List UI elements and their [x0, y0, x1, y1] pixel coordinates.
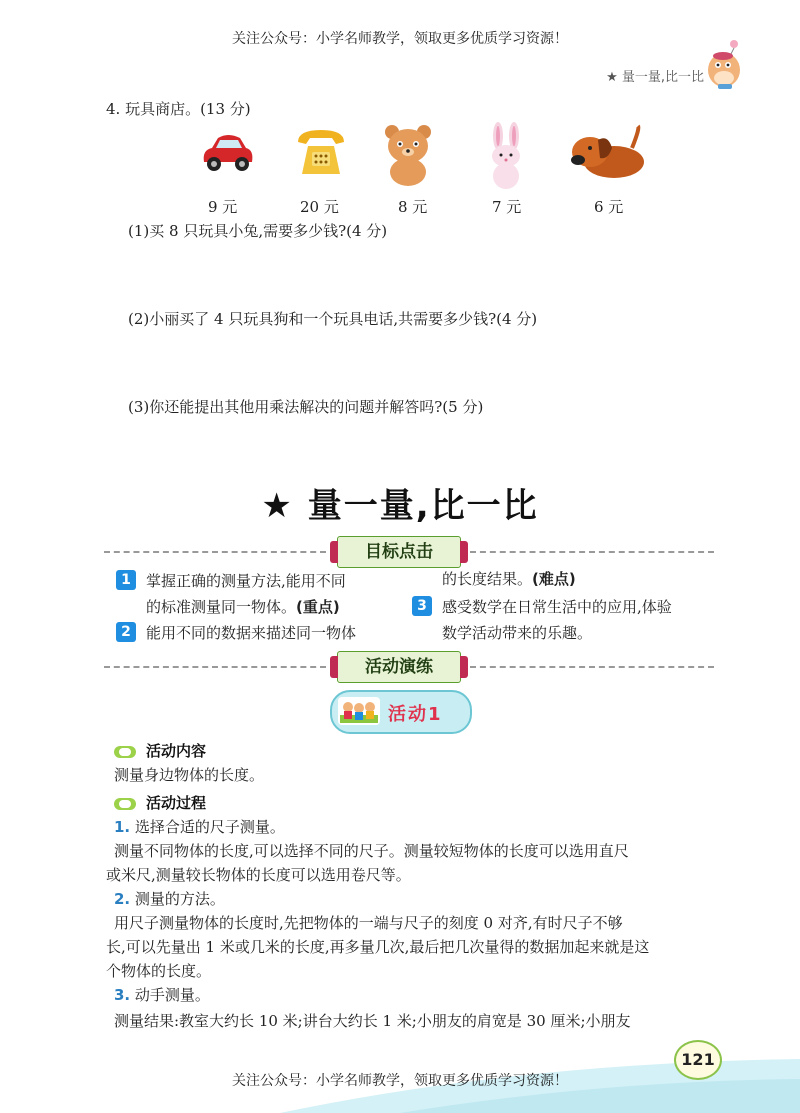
price-label: 7 元: [492, 198, 522, 216]
toy-rabbit-icon: [480, 122, 532, 190]
goals-tab: 目标点击: [337, 536, 461, 568]
bottom-banner: 关注公众号：小学名师教学，领取更多优质学习资源！: [232, 1073, 568, 1089]
price-label: 8 元: [398, 198, 428, 216]
goal-badge-2: 2: [116, 622, 136, 642]
kids-icon: [338, 697, 380, 725]
step-1-title: 选择合适的尺子测量。: [134, 818, 285, 836]
mascot-icon: [704, 38, 748, 90]
step-2-title: 测量的方法。: [134, 890, 225, 908]
toy-car-icon: [198, 122, 258, 184]
activity-content-head: 活动内容: [114, 740, 206, 761]
goal-1-line1: 掌握正确的测量方法,能用不同: [146, 572, 346, 590]
step-2-paragraph-line3: 个物体的长度。: [106, 962, 212, 980]
sub-question-2: (2)小丽买了 4 只玩具狗和一个玩具电话,共需要多少钱?(4 分): [128, 310, 538, 328]
running-head: ★ 量一量,比一比: [606, 70, 704, 85]
section-title: ★ 量一量,比一比: [261, 486, 539, 526]
practice-tab: 活动演练: [337, 651, 461, 683]
goal-badge-3: 3: [412, 596, 432, 616]
goal-2-line2: 的长度结果。: [442, 570, 533, 588]
step-2-paragraph-line2: 长,可以先量出 1 米或几米的长度,再多量几次,最后把几次量得的数据加起来就是这: [106, 938, 650, 956]
step-3-paragraph-line1: 测量结果:教室大约长 10 米;讲台大约长 1 米;小朋友的肩宽是 30 厘米;小朋友: [114, 1012, 631, 1030]
goal-2-line1: 能用不同的数据来描述同一物体: [146, 624, 357, 642]
goal-1-tag: (重点): [296, 598, 340, 616]
step-2-number: 2.: [114, 890, 131, 908]
step-1-paragraph-line2: 或米尺,测量较长物体的长度可以选用卷尺等。: [106, 866, 411, 884]
step-3-number: 3.: [114, 986, 131, 1004]
step-3-title: 动手测量。: [134, 986, 210, 1004]
goal-badge-1: 1: [116, 570, 136, 590]
goal-3-line1: 感受数学在日常生活中的应用,体验: [442, 598, 672, 616]
price-label: 9 元: [208, 198, 238, 216]
sub-question-1: (1)买 8 只玩具小兔,需要多少钱?(4 分): [128, 222, 388, 240]
goal-1-line2: 的标准测量同一物体。: [146, 598, 297, 616]
price-label: 20 元: [300, 198, 339, 216]
goal-3-line2: 数学活动带来的乐趣。: [442, 624, 593, 642]
page-number: 121: [674, 1040, 722, 1080]
activity-content-text: 测量身边物体的长度。: [114, 766, 265, 784]
divider: [104, 666, 326, 668]
goal-2-tag: (难点): [532, 570, 576, 588]
price-label: 6 元: [594, 198, 624, 216]
divider: [470, 551, 714, 553]
toy-bear-icon: [378, 122, 438, 188]
sub-question-3: (3)你还能提出其他用乘法解决的问题并解答吗?(5 分): [128, 398, 484, 416]
step-1-paragraph-line1: 测量不同物体的长度,可以选择不同的尺子。测量较短物体的长度可以选用直尺: [114, 842, 629, 860]
top-banner: 关注公众号：小学名师教学，领取更多优质学习资源！: [232, 31, 568, 47]
activity-1-label: 活动1: [388, 704, 443, 725]
divider: [104, 551, 326, 553]
activity-process-head: 活动过程: [114, 792, 206, 813]
question-4-title: 4. 玩具商店。(13 分): [106, 100, 251, 118]
step-2-paragraph-line1: 用尺子测量物体的长度时,先把物体的一端与尺子的刻度 0 对齐,有时尺子不够: [114, 914, 623, 932]
bullet-icon: [114, 798, 136, 810]
step-1-number: 1.: [114, 818, 131, 836]
divider: [470, 666, 714, 668]
toy-telephone-icon: [290, 122, 352, 184]
activity-1-badge: [330, 690, 472, 734]
toy-dog-icon: [568, 122, 648, 184]
toy-shelf: [198, 122, 658, 192]
bullet-icon: [114, 746, 136, 758]
